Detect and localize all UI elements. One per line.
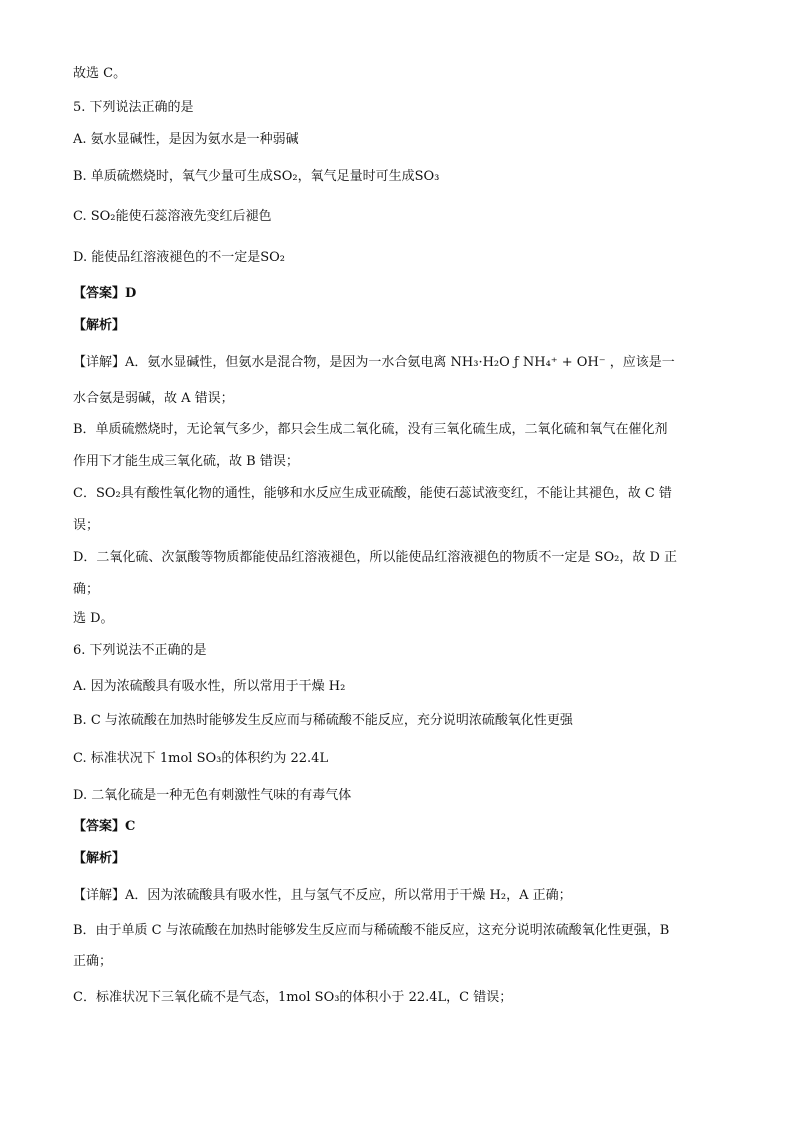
analysis-label: 【解析】 [73, 318, 126, 333]
explanation-line: 误； [73, 518, 100, 533]
explanation-line: 【详解】A．因为浓硫酸具有吸水性，且与氢气不反应，所以常用于干燥 H₂，A 正确； [73, 888, 572, 903]
explanation-line: 确； [73, 582, 100, 597]
answer-label: 【答案】D [73, 286, 137, 301]
question-stem: 5. 下列说法正确的是 [73, 100, 194, 115]
explanation-line: C．SO₂具有酸性氧化物的通性，能够和水反应生成亚硫酸，能使石蕊试液变红，不能让其褪色，故 C 错 [73, 486, 672, 501]
conclusion-line: 选 D。 [73, 611, 114, 626]
explanation-line: B．单质硫燃烧时，无论氧气多少，都只会生成二氧化硫，没有三氧化硫生成，二氧化硫和氧气在催化剂 [73, 422, 668, 437]
text-line: 故选 C。 [73, 66, 127, 81]
explanation-line: 水合氨是弱碱，故 A 错误； [73, 391, 234, 406]
explanation-line: 正确； [73, 954, 113, 969]
option-a: A. 氨水显碱性，是因为氨水是一种弱碱 [73, 132, 299, 147]
option-b: B. 单质硫燃烧时，氧气少量可生成SO₂，氧气足量时可生成SO₃ [73, 169, 440, 184]
option-c: C. SO₂能使石蕊溶液先变红后褪色 [73, 209, 272, 224]
option-d: D. 能使品红溶液褪色的不一定是SO₂ [73, 250, 285, 265]
question-stem: 6. 下列说法不正确的是 [73, 643, 207, 658]
explanation-line: 【详解】A．氨水显碱性，但氨水是混合物，是因为一水合氨电离 NH₃·H₂O ƒ NH₄⁺ + OH⁻ ，应该是一 [73, 355, 675, 370]
answer-label: 【答案】C [73, 819, 136, 834]
option-d: D. 二氧化硫是一种无色有刺激性气味的有毒气体 [73, 788, 352, 803]
explanation-line: D．二氧化硫、次氯酸等物质都能使品红溶液褪色，所以能使品红溶液褪色的物质不一定是 SO₂，故 D 正 [73, 550, 678, 565]
option-c: C. 标准状况下 1mol SO₃的体积约为 22.4L [73, 751, 329, 766]
explanation-line: 作用下才能生成三氧化硫，故 B 错误； [73, 454, 299, 469]
explanation-line: C．标准状况下三氧化硫不是气态，1mol SO₃的体积小于 22.4L，C 错误； [73, 990, 513, 1005]
option-a: A. 因为浓硫酸具有吸水性，所以常用于干燥 H₂ [73, 679, 346, 694]
option-b: B. C 与浓硫酸在加热时能够发生反应而与稀硫酸不能反应，充分说明浓硫酸氧化性更强 [73, 713, 573, 728]
analysis-label: 【解析】 [73, 851, 126, 866]
explanation-line: B．由于单质 C 与浓硫酸在加热时能够发生反应而与稀硫酸不能反应，这充分说明浓硫酸氧化性更强，B [73, 923, 670, 938]
